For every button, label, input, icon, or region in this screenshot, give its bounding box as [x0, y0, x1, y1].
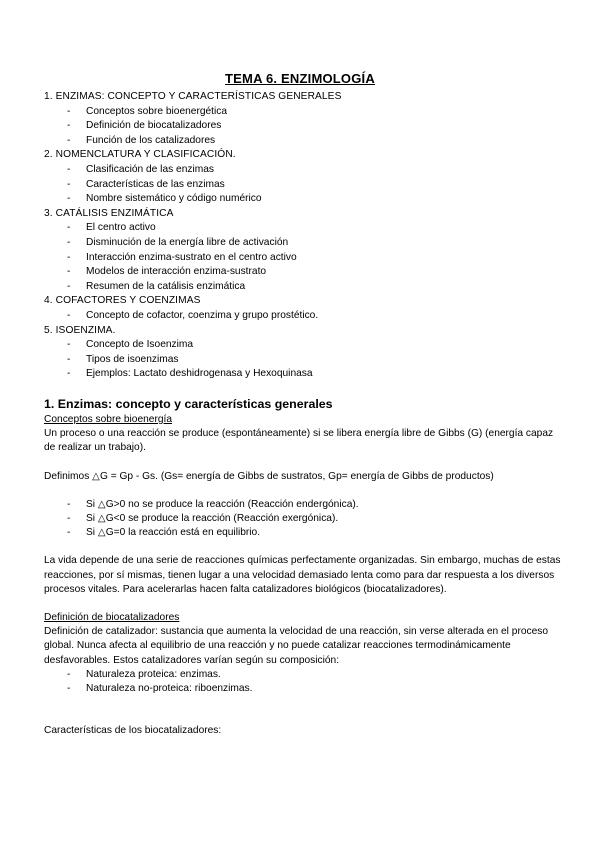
- toc-item: - Disminución de la energía libre de activación: [44, 236, 564, 251]
- toc-item: - Interacción enzima-sustrato en el centro activo: [44, 251, 564, 266]
- toc-item: - Concepto de cofactor, coenzima y grupo prostético.: [44, 309, 564, 324]
- toc-section-heading: 4. COFACTORES Y COENZIMAS: [44, 295, 201, 307]
- toc-item: - Clasificación de las enzimas: [44, 163, 564, 178]
- toc-item: - Definición de biocatalizadores: [44, 119, 564, 134]
- table-of-contents: [44, 90, 564, 382]
- catalyst-nature-list: [44, 668, 564, 696]
- paragraph-delta-g-definition: Definimos △G = Gp - Gs. (Gs= energía de Gibbs de sustratos, Gp= energía de Gibbs de productos): [44, 470, 494, 482]
- toc-item: - Ejemplos: Lactato deshidrogenasa y Hexoquinasa: [44, 367, 564, 382]
- section-heading: 1. Enzimas: concepto y características generales: [44, 397, 333, 411]
- paragraph-life-reactions: La vida depende de una serie de reacciones químicas perfectamente organizadas. Sin embargo, muchas de estas reacciones, por sí mismas, tienen lugar a una velocidad demasiado lenta como para dar respuesta a los diversos procesos vitales. Para acelerarlas hacen falta catalizadores biológicos (biocatalizadores).: [44, 555, 561, 595]
- list-item: - Si △G=0 la reacción está en equilibrio.: [44, 526, 564, 540]
- toc-section-heading: 5. ISOENZIMA.: [44, 324, 116, 336]
- toc-section: [44, 294, 564, 323]
- paragraph-gibbs: Un proceso o una reacción se produce (espontáneamente) si se libera energía libre de Gibbs (G) (energía capaz de realizar un trabajo).: [44, 428, 554, 454]
- toc-section: [44, 207, 564, 295]
- delta-g-list: [44, 498, 564, 541]
- toc-item: - Características de las enzimas: [44, 178, 564, 193]
- paragraph-characteristics: Características de los biocatalizadores:: [44, 725, 222, 737]
- toc-section-heading: 3. CATÁLISIS ENZIMÁTICA: [44, 207, 174, 219]
- toc-item: - Función de los catalizadores: [44, 134, 564, 149]
- toc-section-heading: 1. ENZIMAS: CONCEPTO Y CARACTERÍSTICAS GENERALES: [44, 91, 342, 102]
- paragraph-catalyst-definition: Definición de catalizador: sustancia que aumenta la velocidad de una reacción, sin verse alterada en el proceso global. Nunca afecta al equilibrio de una reacción y no puede catalizar reacciones termodinámicamente desfavorables. Estos catalizadores varían según su composición:: [44, 626, 549, 666]
- page-title: TEMA 6. ENZIMOLOGÍA: [225, 71, 375, 86]
- toc-item: - El centro activo: [44, 221, 564, 236]
- list-item: - Naturaleza no-proteica: riboenzimas.: [44, 682, 564, 696]
- toc-section: [44, 90, 564, 148]
- toc-section-heading: 2. NOMENCLATURA Y CLASIFICACIÓN.: [44, 149, 236, 161]
- subsection-heading-biocatalysts: Definición de biocatalizadores: [44, 612, 180, 624]
- list-item: - Si △G>0 no se produce la reacción (Reacción endergónica).: [44, 498, 564, 512]
- toc-item: - Conceptos sobre bioenergética: [44, 105, 564, 120]
- section-1-body: [44, 396, 564, 738]
- toc-item: - Nombre sistemático y código numérico: [44, 192, 564, 207]
- subsection-heading-bioenergy: Conceptos sobre bioenergía: [44, 414, 172, 425]
- toc-item: - Modelos de interacción enzima-sustrato: [44, 265, 564, 280]
- list-item: - Si △G<0 se produce la reacción (Reacción exergónica).: [44, 512, 564, 526]
- toc-section: [44, 324, 564, 382]
- toc-item: - Resumen de la catálisis enzimática: [44, 280, 564, 295]
- list-item: - Naturaleza proteica: enzimas.: [44, 668, 564, 682]
- toc-item: - Tipos de isoenzimas: [44, 353, 564, 368]
- toc-item: - Concepto de Isoenzima: [44, 338, 564, 353]
- toc-section: [44, 148, 564, 206]
